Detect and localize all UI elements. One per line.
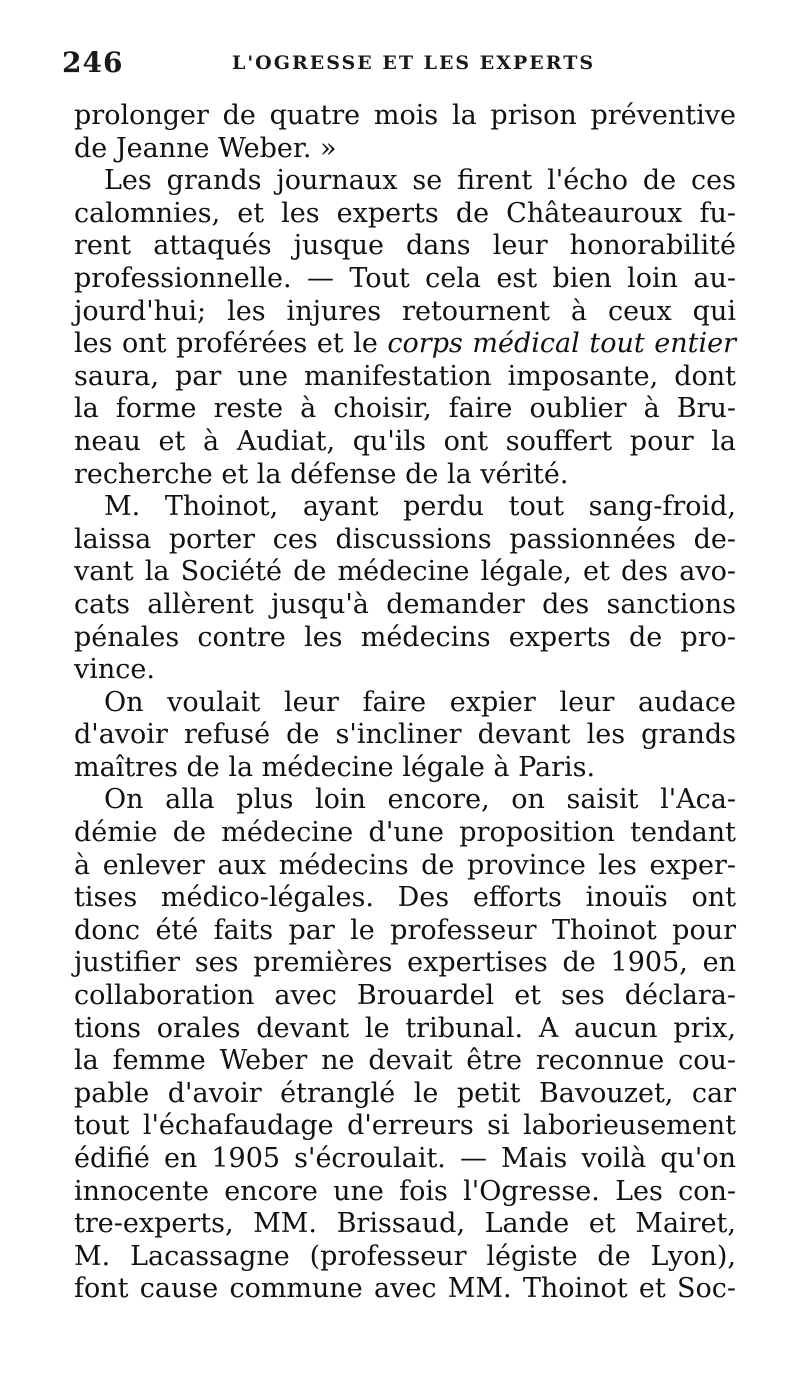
text-line: édifié en 1905 s'écroulait. — Mais voilà qu'on xyxy=(74,1143,736,1174)
text-line: donc été faits par le professeur Thoinot pour xyxy=(74,914,736,946)
text-line: la forme reste à choisir, faire oublier à Bru- xyxy=(74,393,736,425)
text-line: neau et à Audiat, qu'ils ont souffert pour la xyxy=(74,425,736,457)
text-line: tre-experts, MM. Brissaud, Lande et Mairet, xyxy=(74,1208,736,1240)
text-line: M. Lacassagne (professeur légiste de Lyon), xyxy=(74,1240,736,1272)
body-text xyxy=(74,100,736,1306)
text-line: rent attaqués jusque dans leur honorabilité xyxy=(74,230,736,262)
text-line: professionnelle. — Tout cela est bien loin au- xyxy=(74,262,736,294)
text-line: pénales contre les médecins experts de pro- xyxy=(74,621,736,653)
text-line: recherche et la défense de la vérité. xyxy=(74,458,569,490)
text-line: collaboration avec Brouardel et ses déclara- xyxy=(74,980,736,1012)
text-line: calomnies, et les experts de Châteauroux fu- xyxy=(74,197,736,229)
text-line: On voulait leur faire expier leur audace xyxy=(104,686,736,718)
text-line: innocente encore une fois l'Ogresse. Les con- xyxy=(74,1175,736,1207)
text-line: démie de médecine d'une proposition tendant xyxy=(74,817,736,849)
text-line: d'avoir refusé de s'incliner devant les grands xyxy=(74,719,736,751)
text-line: à enlever aux médecins de province les exper- xyxy=(74,849,736,881)
page-number: 246 xyxy=(62,46,124,79)
text-line: la femme Weber ne devait être reconnue cou- xyxy=(74,1045,736,1077)
text-line: Les grands journaux se firent l'écho de ces xyxy=(104,165,736,197)
italic-phrase: corps médical tout entier xyxy=(387,328,737,360)
text-line: cats allèrent jusqu'à demander des sanctions xyxy=(74,588,736,620)
text-line: de Jeanne Weber. » xyxy=(74,132,337,164)
text-line: justifier ses premières expertises de 1905, en xyxy=(74,947,736,979)
page-header xyxy=(62,44,742,84)
text-line: laissa porter ces discussions passionnées de- xyxy=(74,523,736,555)
text-line: M. Thoinot, ayant perdu tout sang-froid, xyxy=(104,491,736,523)
text-line: font cause commune avec MM. Thoinot et Soc- xyxy=(74,1273,736,1305)
text-line: tises médico-légales. Des efforts inouïs ont xyxy=(74,882,736,914)
text-line: vince. xyxy=(74,654,155,686)
text-line: vant la Société de médecine légale, et des avo- xyxy=(74,556,736,588)
text-line: jourd'hui; les injures retournent à ceux qui xyxy=(74,295,736,327)
text-line: On alla plus loin encore, on saisit l'Aca- xyxy=(104,784,736,816)
text-line: maîtres de la médecine légale à Paris. xyxy=(74,751,596,783)
text-line: pable d'avoir étranglé le petit Bavouzet, car xyxy=(74,1077,736,1109)
text-line: tions orales devant le tribunal. A aucun prix, xyxy=(74,1012,736,1044)
text-line: saura, par une manifestation imposante, dont xyxy=(74,360,736,392)
text-line-italic-phrase: les ont proférées et le corps médical tout entier xyxy=(74,328,737,360)
text-line: tout l'échafaudage d'erreurs si laborieusement xyxy=(74,1110,736,1142)
text-line: prolonger de quatre mois la prison préventive xyxy=(74,100,736,131)
running-head: L'OGRESSE ET LES EXPERTS xyxy=(232,52,596,74)
